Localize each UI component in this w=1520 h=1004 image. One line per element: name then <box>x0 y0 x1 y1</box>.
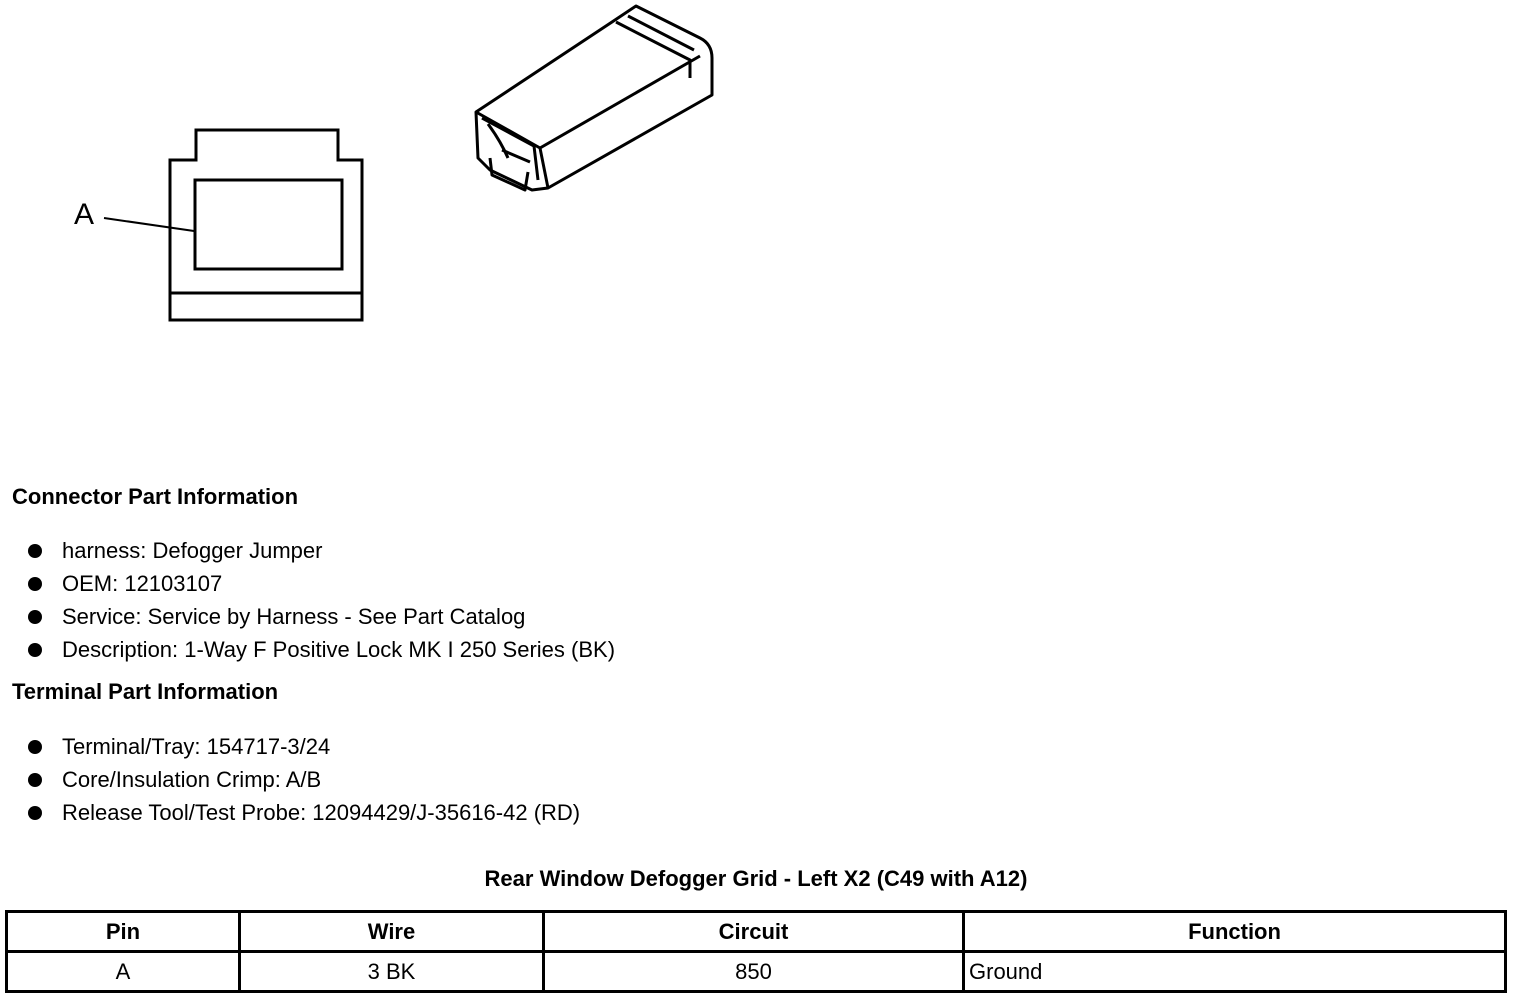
terminal-info-heading: Terminal Part Information <box>12 679 279 704</box>
list-item-text: Terminal/Tray: 154717-3/24 <box>62 734 331 759</box>
cell-wire: 3 BK <box>240 952 544 992</box>
cell-pin: A <box>7 952 240 992</box>
connector-drawing <box>0 0 760 340</box>
connector-diagram <box>0 0 760 340</box>
list-item <box>28 633 615 666</box>
pin-table <box>5 910 1507 993</box>
column-header-circuit: Circuit <box>544 912 964 952</box>
list-item-text: Core/Insulation Crimp: A/B <box>62 767 322 792</box>
list-item-text: harness: Defogger Jumper <box>62 538 323 563</box>
column-header-wire: Wire <box>240 912 544 952</box>
table-header-row <box>7 912 1506 952</box>
list-item <box>28 730 580 763</box>
bullet-icon <box>28 610 42 624</box>
callout-label-a: A <box>74 198 95 231</box>
bullet-icon <box>28 773 42 787</box>
connector-face-view <box>104 130 362 320</box>
bullet-icon <box>28 806 42 820</box>
pin-table-title: Rear Window Defogger Grid - Left X2 (C49 with A12) <box>484 866 1028 891</box>
list-item <box>28 534 615 567</box>
column-header-function: Function <box>964 912 1506 952</box>
list-item <box>28 796 580 829</box>
bullet-icon <box>28 577 42 591</box>
terminal-info-list <box>28 730 580 829</box>
table-row <box>7 952 1506 992</box>
list-item <box>28 600 615 633</box>
column-header-pin: Pin <box>7 912 240 952</box>
cell-circuit: 850 <box>544 952 964 992</box>
cell-function: Ground <box>964 952 1506 992</box>
list-item-text: OEM: 12103107 <box>62 571 223 596</box>
list-item <box>28 567 615 600</box>
list-item-text: Service: Service by Harness - See Part Catalog <box>62 604 526 629</box>
bullet-icon <box>28 544 42 558</box>
connector-info-list <box>28 534 615 666</box>
connector-isometric-view <box>476 6 712 190</box>
connector-info-heading: Connector Part Information <box>12 484 299 509</box>
list-item <box>28 763 580 796</box>
bullet-icon <box>28 643 42 657</box>
bullet-icon <box>28 740 42 754</box>
list-item-text: Release Tool/Test Probe: 12094429/J-35616-42 (RD) <box>62 800 581 825</box>
list-item-text: Description: 1-Way F Positive Lock MK I 250 Series (BK) <box>62 637 616 662</box>
